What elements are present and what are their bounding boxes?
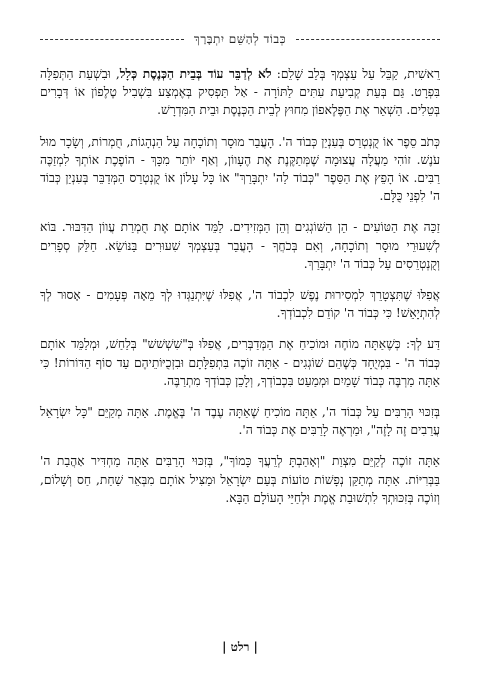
- paragraph-4: אֲפִלּוּ שֶׁתִּצְטָרֵךְ לִמְסִירוּת נֶפֶשׁ לִכְבוֹד ה', אֲפִלּוּ שֶׁיִּתְנַגְּדוּ לְךָ מֵאָה פְּעָמִים - אָסוּר לְךָ לְהִתְיָאֵשׁ! כִּי כְּבוֹד ה' קוֹדֵם לִכְבוֹדְךָ.: [40, 288, 440, 321]
- paragraph-1: רֵאשִׁית, קַבֵּל עַל עַצְמְךָ בְּלֵב שָׁלֵם: לֹא לְדַבֵּר עוֹד בְּבֵית הַכְּנֶסֶת כְּלָל, וּבִשְׁעַת הַתְּפִלָּה בִּפְרָט. גַּם בְּעֵת קְבִיעַת עִתִּים לַתּוֹרָה - אַל תַּפְסִיק בְּאֶמְצַע בִּשְׁבִיל טֶלֶפוֹן אוֹ דְּבָרִים בְּטֵלִים. הַשְׁאֵר אֶת הַפֶּלֶאפוֹן מִחוּץ לְבֵית הַכְּנֶסֶת וּבֵית הַמִּדְרָשׁ.: [40, 67, 440, 118]
- paragraph-5: דַּע לְךָ: כְּשֶׁאַתָּה מוֹחֶה וּמוֹכִיחַ אֶת הַמְּדַבְּרִים, אֲפִלּוּ בְּ"שִׁשְׁשׁשׁ" בְּלַחַשׁ, וּמְלַמֵּד אוֹתָם כְּבוֹד ה' - בִּמְיֻחָד כְּשֶׁהֵם שׁוֹגְגִים - אַתָּה זוֹכֶה בִּתְפִלָּתָם וּבִזְכֻיּוֹתֵיהֶם עַד סוֹף הַדּוֹרוֹת! כִּי אַתָּה מַרְבֶּה כְּבוֹד שָׁמַיִם וּמְמַעֵט בִּכְבוֹדְךָ, וְלָכֵן כְּבוֹדְךָ מִתְרַבֶּה.: [40, 337, 440, 388]
- emphasis-text: לֹא לְדַבֵּר עוֹד בְּבֵית הַכְּנֶסֶת כְּלָל: [119, 67, 272, 81]
- body-text: [40, 65, 440, 507]
- header-rule-left: [40, 39, 184, 40]
- paragraph-7: אַתָּה זוֹכֶה לְקַיֵּם מִצְוַת "וְאָהַבְתָּ לְרֵעֲךָ כָּמוֹךָ", בְּזִכּוּי הָרַבִּים אַתָּה מַחְדִּיר אַהֲבַת ה' בַּבְּרִיּוֹת. אַתָּה מְתַקֵּן נְפָשׁוֹת טוֹעוֹת בְּעַם יִשְׂרָאֵל וּמַצִּיל אוֹתָם מִבְּאֵר שַׁחַת, חַס וְשָׁלוֹם, וְזוֹכֶה בְּזִכּוּתְךָ לִתְשׁוּבַת אֱמֶת וּלְחַיֵּי הָעוֹלָם הַבָּא.: [40, 454, 440, 505]
- page-number: | רלט |: [222, 640, 258, 654]
- paragraph-2: כְּתֹב סֵפֶר אוֹ קֻנְטְרֵס בְּעִנְיַן כְּבוֹד ה'. הָעֲבֵר מוּסָר וְתוֹכָחָה עַל הַנְהָגוֹת, חֻמְרוֹת, וְשָׂכָר מוּל עֹנֶשׁ. זוֹהִי מַעֲלָה עֲצוּמָה שֶׁמְּתַקֶּנֶת אֶת הֶעָווֹן, וְאַף יוֹתֵר מִכָּךְ - הוֹפֶכֶת אוֹתְךָ לִמְזַכֶּה רַבִּים. אוֹ הָפֵץ אֶת הַסֵּפֶר "כְּבוֹד לַה' יִתְבָּרַךְ" אוֹ כָּל עָלוֹן אוֹ קֻנְטְרֵס הַמְּדַבֵּר בְּעִנְיַן כְּבוֹד ה' לִפְנֵי כֻּלָּם.: [40, 134, 440, 204]
- header-title: כְּבוֹד לְהַשֵּׁם יִתְבָּרַךְ: [193, 32, 287, 46]
- paragraph-3: זַכֵּה אֶת הַטּוֹעִים - הֵן הַשּׁוֹגְגִים וְהֵן הַמְּזִידִים. לַמֵּד אוֹתָם אֶת חֻמְרַת עֲווֹן הַדִּבּוּר. בּוֹא לְשִׁעוּרֵי מוּסָר וְתוֹכָחָה, וְאִם בְּכֹחֲךָ - הָעֲבֵר בְּעַצְמְךָ שִׁעוּרִים בַּנּוֹשֵׂא. חַלֵּק סְפָרִים וְקֻנְטְרֵסִים עַל כְּבוֹד ה' יִתְבָּרַךְ.: [40, 220, 440, 271]
- paragraph-6: בְּזִכּוּי הָרַבִּים עַל כְּבוֹד ה', אַתָּה מוֹכִיחַ שֶׁאַתָּה עֶבֶד ה' בֶּאֱמֶת. אַתָּה מְקַיֵּם "כָּל יִשְׂרָאֵל עֲרֵבִים זֶה לָזֶה", וּמַרְאֶה לָרַבִּים אֶת כְּבוֹד ה'.: [40, 405, 440, 438]
- running-header: [40, 32, 440, 47]
- header-rule-right: [296, 39, 440, 40]
